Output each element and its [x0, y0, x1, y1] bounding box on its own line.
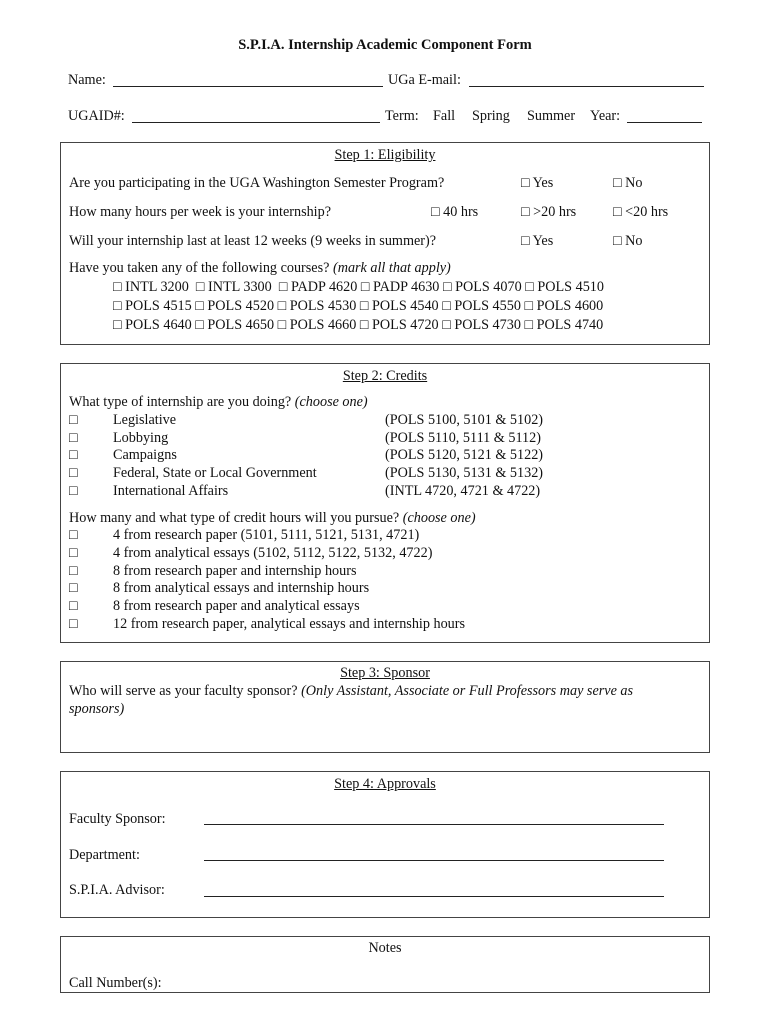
- term-summer[interactable]: Summer: [527, 108, 576, 124]
- checkbox-icon: [69, 465, 78, 482]
- course-option[interactable]: □ PADP 4630: [361, 279, 440, 295]
- step1-title: Step 1: Eligibility: [334, 147, 436, 163]
- sponsor-field[interactable]: [69, 720, 699, 748]
- step1-q2-40hrs[interactable]: □ 40 hrs: [431, 204, 478, 221]
- call-number-label: Call Number(s):: [69, 975, 162, 991]
- step1-q3: Will your internship last at least 12 weeks (9 weeks in summer)?: [69, 233, 437, 249]
- checkbox-icon: [431, 204, 440, 220]
- form-title: S.P.I.A. Internship Academic Component Form: [238, 37, 532, 53]
- department-field[interactable]: [204, 860, 664, 861]
- step1-q1-yes[interactable]: □ Yes: [521, 175, 553, 192]
- course-option[interactable]: □ POLS 4640: [113, 317, 192, 333]
- term-fall[interactable]: Fall: [433, 108, 456, 124]
- course-option[interactable]: □ POLS 4550: [442, 298, 521, 314]
- step4-box: [60, 771, 710, 918]
- checkbox-icon: [69, 616, 78, 633]
- email-field[interactable]: [469, 86, 704, 87]
- checkbox-icon: [69, 598, 78, 615]
- course-row-2: [113, 298, 603, 315]
- checkbox-icon: [69, 447, 78, 464]
- faculty-sponsor-label: Faculty Sponsor:: [69, 811, 166, 827]
- step1-q1-no[interactable]: □ No: [613, 175, 642, 192]
- course-option[interactable]: □ POLS 4515: [113, 298, 192, 314]
- checkbox-icon: [521, 204, 530, 220]
- checkbox-icon: [521, 175, 530, 191]
- checkbox-icon: [69, 430, 78, 447]
- course-option[interactable]: □ INTL 3200: [113, 279, 189, 295]
- course-option[interactable]: □ POLS 4650: [195, 317, 274, 333]
- step3-title: Step 3: Sponsor: [340, 665, 430, 681]
- checkbox-icon: [613, 204, 622, 220]
- step3-question: Who will serve as your faculty sponsor? (Only Assistant, Associate or Full Professors may serve as: [69, 683, 634, 699]
- step2-q1: What type of internship are you doing? (choose one): [69, 394, 368, 410]
- course-option[interactable]: □ POLS 4730: [442, 317, 521, 333]
- spia-advisor-field[interactable]: [204, 896, 664, 897]
- course-row-1: [113, 279, 604, 296]
- step1-q1: Are you participating in the UGA Washington Semester Program?: [69, 175, 445, 191]
- course-option[interactable]: □ POLS 4740: [524, 317, 603, 333]
- checkbox-icon: [613, 175, 622, 191]
- step1-q2-lt20[interactable]: □ <20 hrs: [613, 204, 668, 221]
- course-option[interactable]: □ POLS 4530: [278, 298, 357, 314]
- course-option[interactable]: □ POLS 4660: [278, 317, 357, 333]
- course-option[interactable]: □ POLS 4600: [524, 298, 603, 314]
- step1-q2-gt20[interactable]: □ >20 hrs: [521, 204, 576, 221]
- checkbox-icon: [69, 527, 78, 544]
- step1-q3-no[interactable]: □ No: [613, 233, 642, 250]
- checkbox-icon: [69, 545, 78, 562]
- step2-title: Step 2: Credits: [342, 368, 428, 384]
- checkbox-icon: [613, 233, 622, 249]
- course-option[interactable]: □ POLS 4070: [443, 279, 522, 295]
- step1-q4: Have you taken any of the following courses? (mark all that apply): [69, 260, 451, 276]
- step2-q2: How many and what type of credit hours will you pursue? (choose one): [69, 510, 476, 526]
- checkbox-icon: [521, 233, 530, 249]
- step1-q2: How many hours per week is your internship?: [69, 204, 332, 220]
- faculty-sponsor-field[interactable]: [204, 824, 664, 825]
- step2-box: Step 2: Credits What type of internship are you doing? (choose one) □ Legislative (POLS 5100, 5101 & 5102) □ Lobbying (POLS 5110, 5111 & 5112) □ Campaigns (POLS 5120, 5121 & 5122) □ Federal, State or Local Government (POLS 5130, 5131 & 5132) □ International Affairs (INTL 4720, 4721 & 4722) How many and what type of credit hours will you pursue? (choose one) □ 4 from research paper (5101, 5111, 5121, 5131, 4721) □ 4 from analytical essays (5102, 5112, 5122, 5132, 4722) □ 8 from research paper and internship hours □ 8 from analytical essays and internship hours □ 8 from research paper and analytical essays □ 12 from research paper, analytical essays and internship hours: [60, 363, 710, 643]
- step4-title: Step 4: Approvals: [334, 776, 436, 792]
- term-label: Term:: [385, 108, 419, 124]
- checkbox-icon: [69, 483, 78, 500]
- department-label: Department:: [69, 847, 140, 863]
- step1-q3-yes[interactable]: □ Yes: [521, 233, 553, 250]
- year-label: Year:: [590, 108, 621, 124]
- checkbox-icon: [69, 580, 78, 597]
- step1-box: [60, 142, 710, 345]
- name-label: Name:: [68, 72, 106, 88]
- course-option[interactable]: □ POLS 4520: [195, 298, 274, 314]
- step3-note-cont: sponsors): [69, 701, 125, 717]
- email-label: UGa E-mail:: [388, 72, 461, 88]
- course-option[interactable]: □ POLS 4510: [525, 279, 604, 295]
- course-option[interactable]: □ PADP 4620: [279, 279, 358, 295]
- name-field[interactable]: [113, 86, 383, 87]
- checkbox-icon: [69, 563, 78, 580]
- ugaid-field[interactable]: [132, 122, 380, 123]
- notes-box: [60, 936, 710, 993]
- course-option[interactable]: □ POLS 4540: [360, 298, 439, 314]
- spia-advisor-label: S.P.I.A. Advisor:: [69, 882, 165, 898]
- course-row-3: [113, 317, 603, 334]
- step3-box: [60, 661, 710, 753]
- year-field[interactable]: [627, 122, 702, 123]
- course-option[interactable]: □ POLS 4720: [360, 317, 439, 333]
- notes-title: Notes: [368, 940, 402, 956]
- term-spring[interactable]: Spring: [472, 108, 510, 124]
- course-option[interactable]: □ INTL 3300: [196, 279, 272, 295]
- ugaid-label: UGAID#:: [68, 108, 125, 124]
- checkbox-icon: [69, 412, 78, 429]
